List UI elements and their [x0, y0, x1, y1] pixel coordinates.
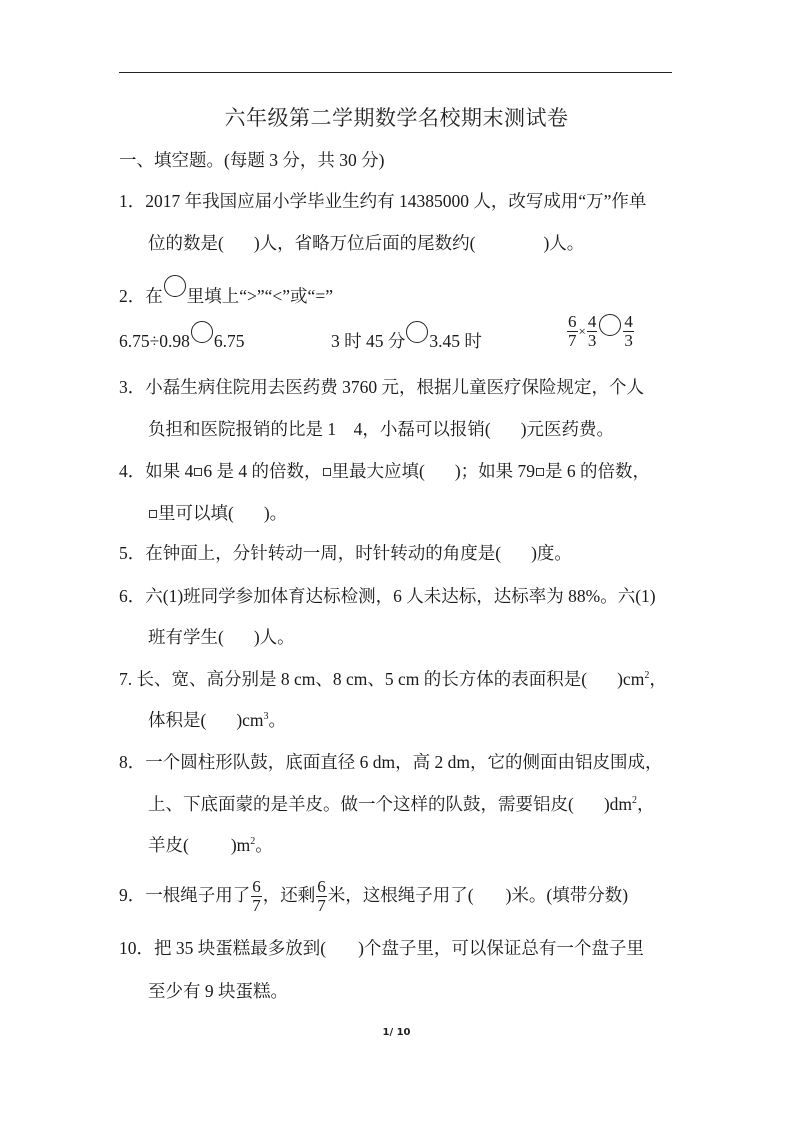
q8-text-e: )m: [230, 835, 251, 855]
q10-text-a: 10．把 35 块蛋糕最多放到(: [119, 938, 327, 958]
q1-text-b: )人，省略万位后面的尾数约(: [253, 233, 476, 253]
numerator: 6: [252, 877, 261, 897]
question-6-line-1: 6．六(1)班同学参加体育达标检测，6 人未达标，达标率为 88%。六(1): [119, 586, 656, 606]
q6-text-a: 班有学生(: [148, 627, 224, 647]
q9-text-d: )米。(填带分数): [505, 885, 629, 905]
section-heading: 一、填空题。(每题 3 分，共 30 分): [119, 150, 385, 170]
q6-text-b: )人。: [253, 627, 295, 647]
question-4-line-1: [119, 459, 650, 483]
q8-text-c: ，: [637, 794, 655, 814]
q4-text-f: 里可以填(: [158, 503, 234, 523]
fraction: [587, 313, 598, 350]
denominator: 3: [587, 331, 597, 350]
box-icon: [149, 510, 157, 518]
compare-circle[interactable]: [406, 321, 428, 343]
question-4-line-2: [148, 501, 287, 525]
numerator: 4: [587, 312, 597, 331]
denominator: 7: [317, 896, 326, 916]
q3-text-b: )元医药费。: [520, 419, 615, 439]
page-number: 1/ 10: [382, 1027, 411, 1038]
q7-text-e: )cm: [236, 710, 264, 730]
q9-text-a: 9．一根绳子用了: [119, 885, 251, 905]
fraction: [623, 313, 634, 350]
fraction: [251, 878, 262, 915]
question-6-line-2: [148, 625, 295, 649]
q1-text-a: 位的数是(: [148, 233, 224, 253]
question-2-line-1: [119, 275, 333, 308]
q2-text-b: 里填上“>”“<”或“=”: [186, 286, 333, 306]
q4-text-d: )；如果 79: [454, 461, 536, 481]
question-8-line-1: 8．一个圆柱形队鼓，底面直径 6 dm，高 2 dm，它的侧面由铝皮围成，: [119, 752, 663, 772]
q2-text-a: 2．在: [119, 286, 163, 306]
denominator: 3: [624, 331, 633, 350]
q3-text-a: 负担和医院报销的比是 1 4，小磊可以报销(: [148, 419, 491, 439]
numerator: 4: [624, 312, 633, 331]
box-icon: [194, 468, 202, 476]
question-1-line-1: 1．2017 年我国应届小学毕业生约有 14385000 人，改写成用“万”作单: [119, 191, 647, 211]
q2-item2-right: 3.45 时: [429, 331, 482, 351]
question-10-line-2: 至少有 9 块蛋糕。: [148, 981, 288, 1001]
q1-text-c: )人。: [543, 233, 585, 253]
q9-text-b: ，还剩: [262, 885, 316, 905]
q5-text-b: )度。: [531, 543, 572, 563]
question-8-line-2: [148, 792, 655, 816]
question-2-item-1: [119, 321, 244, 353]
question-9-line-1: [119, 875, 628, 915]
page-title: 六年级第二学期数学名校期末测试卷: [224, 106, 569, 130]
circle-icon: [164, 275, 186, 297]
q7-text-c: ，: [649, 669, 667, 689]
fraction: [316, 878, 327, 915]
question-2-item-2: [331, 321, 482, 353]
superscript: 3: [263, 711, 269, 722]
question-8-line-3: [148, 833, 273, 857]
q9-text-c: 米，这根绳子用了(: [327, 885, 474, 905]
q7-text-d: 体积是(: [148, 710, 207, 730]
question-10-line-1: [119, 936, 644, 960]
numerator: 6: [568, 312, 577, 331]
header-rule: [119, 72, 672, 73]
times-sign: ×: [578, 323, 586, 339]
q8-text-b: )dm: [603, 794, 633, 814]
question-1-line-2: [148, 231, 584, 255]
superscript: 2: [644, 670, 650, 681]
denominator: 7: [252, 896, 261, 916]
q7-text-f: 。: [268, 710, 287, 730]
question-3-line-2: [148, 417, 614, 441]
fraction: [567, 313, 578, 350]
question-7-line-2: [148, 708, 286, 732]
q8-text-a: 上、下底面蒙的是羊皮。做一个这样的队鼓，需要铝皮(: [148, 794, 574, 814]
q4-text-e: 是 6 的倍数，: [545, 461, 651, 481]
q4-text-b: 6 是 4 的倍数，: [203, 461, 322, 481]
question-2-item-3: [566, 313, 635, 350]
q4-text-a: 4．如果 4: [119, 461, 194, 481]
denominator: 7: [568, 331, 577, 350]
q4-text-c: 里最大应填(: [331, 461, 425, 481]
superscript: 2: [632, 795, 638, 806]
q2-item2-left: 3 时 45 分: [331, 331, 406, 351]
q8-text-f: 。: [255, 835, 273, 855]
numerator: 6: [317, 877, 326, 897]
q2-item1-left: 6.75÷0.98: [119, 331, 190, 351]
q7-text-a: 7. 长、宽、高分别是 8 cm、8 cm、5 cm 的长方体的表面积是(: [119, 669, 588, 689]
q5-text-a: 5．在钟面上，分针转动一周，时针转动的角度是(: [119, 543, 502, 563]
box-icon: [323, 468, 331, 476]
superscript: 2: [250, 836, 256, 847]
q10-text-b: )个盘子里，可以保证总有一个盘子里: [358, 938, 644, 958]
compare-circle[interactable]: [191, 321, 213, 343]
q4-text-g: )。: [263, 503, 288, 523]
q2-item1-right: 6.75: [213, 331, 245, 351]
q8-text-d: 羊皮(: [148, 835, 189, 855]
compare-circle[interactable]: [599, 314, 621, 336]
question-5-line-1: [119, 541, 572, 565]
question-7-line-1: [119, 667, 667, 691]
question-3-line-1: 3．小磊生病住院用去医药费 3760 元，根据儿童医疗保险规定，个人: [119, 377, 644, 397]
box-icon: [536, 468, 544, 476]
q7-text-b: )cm: [617, 669, 645, 689]
